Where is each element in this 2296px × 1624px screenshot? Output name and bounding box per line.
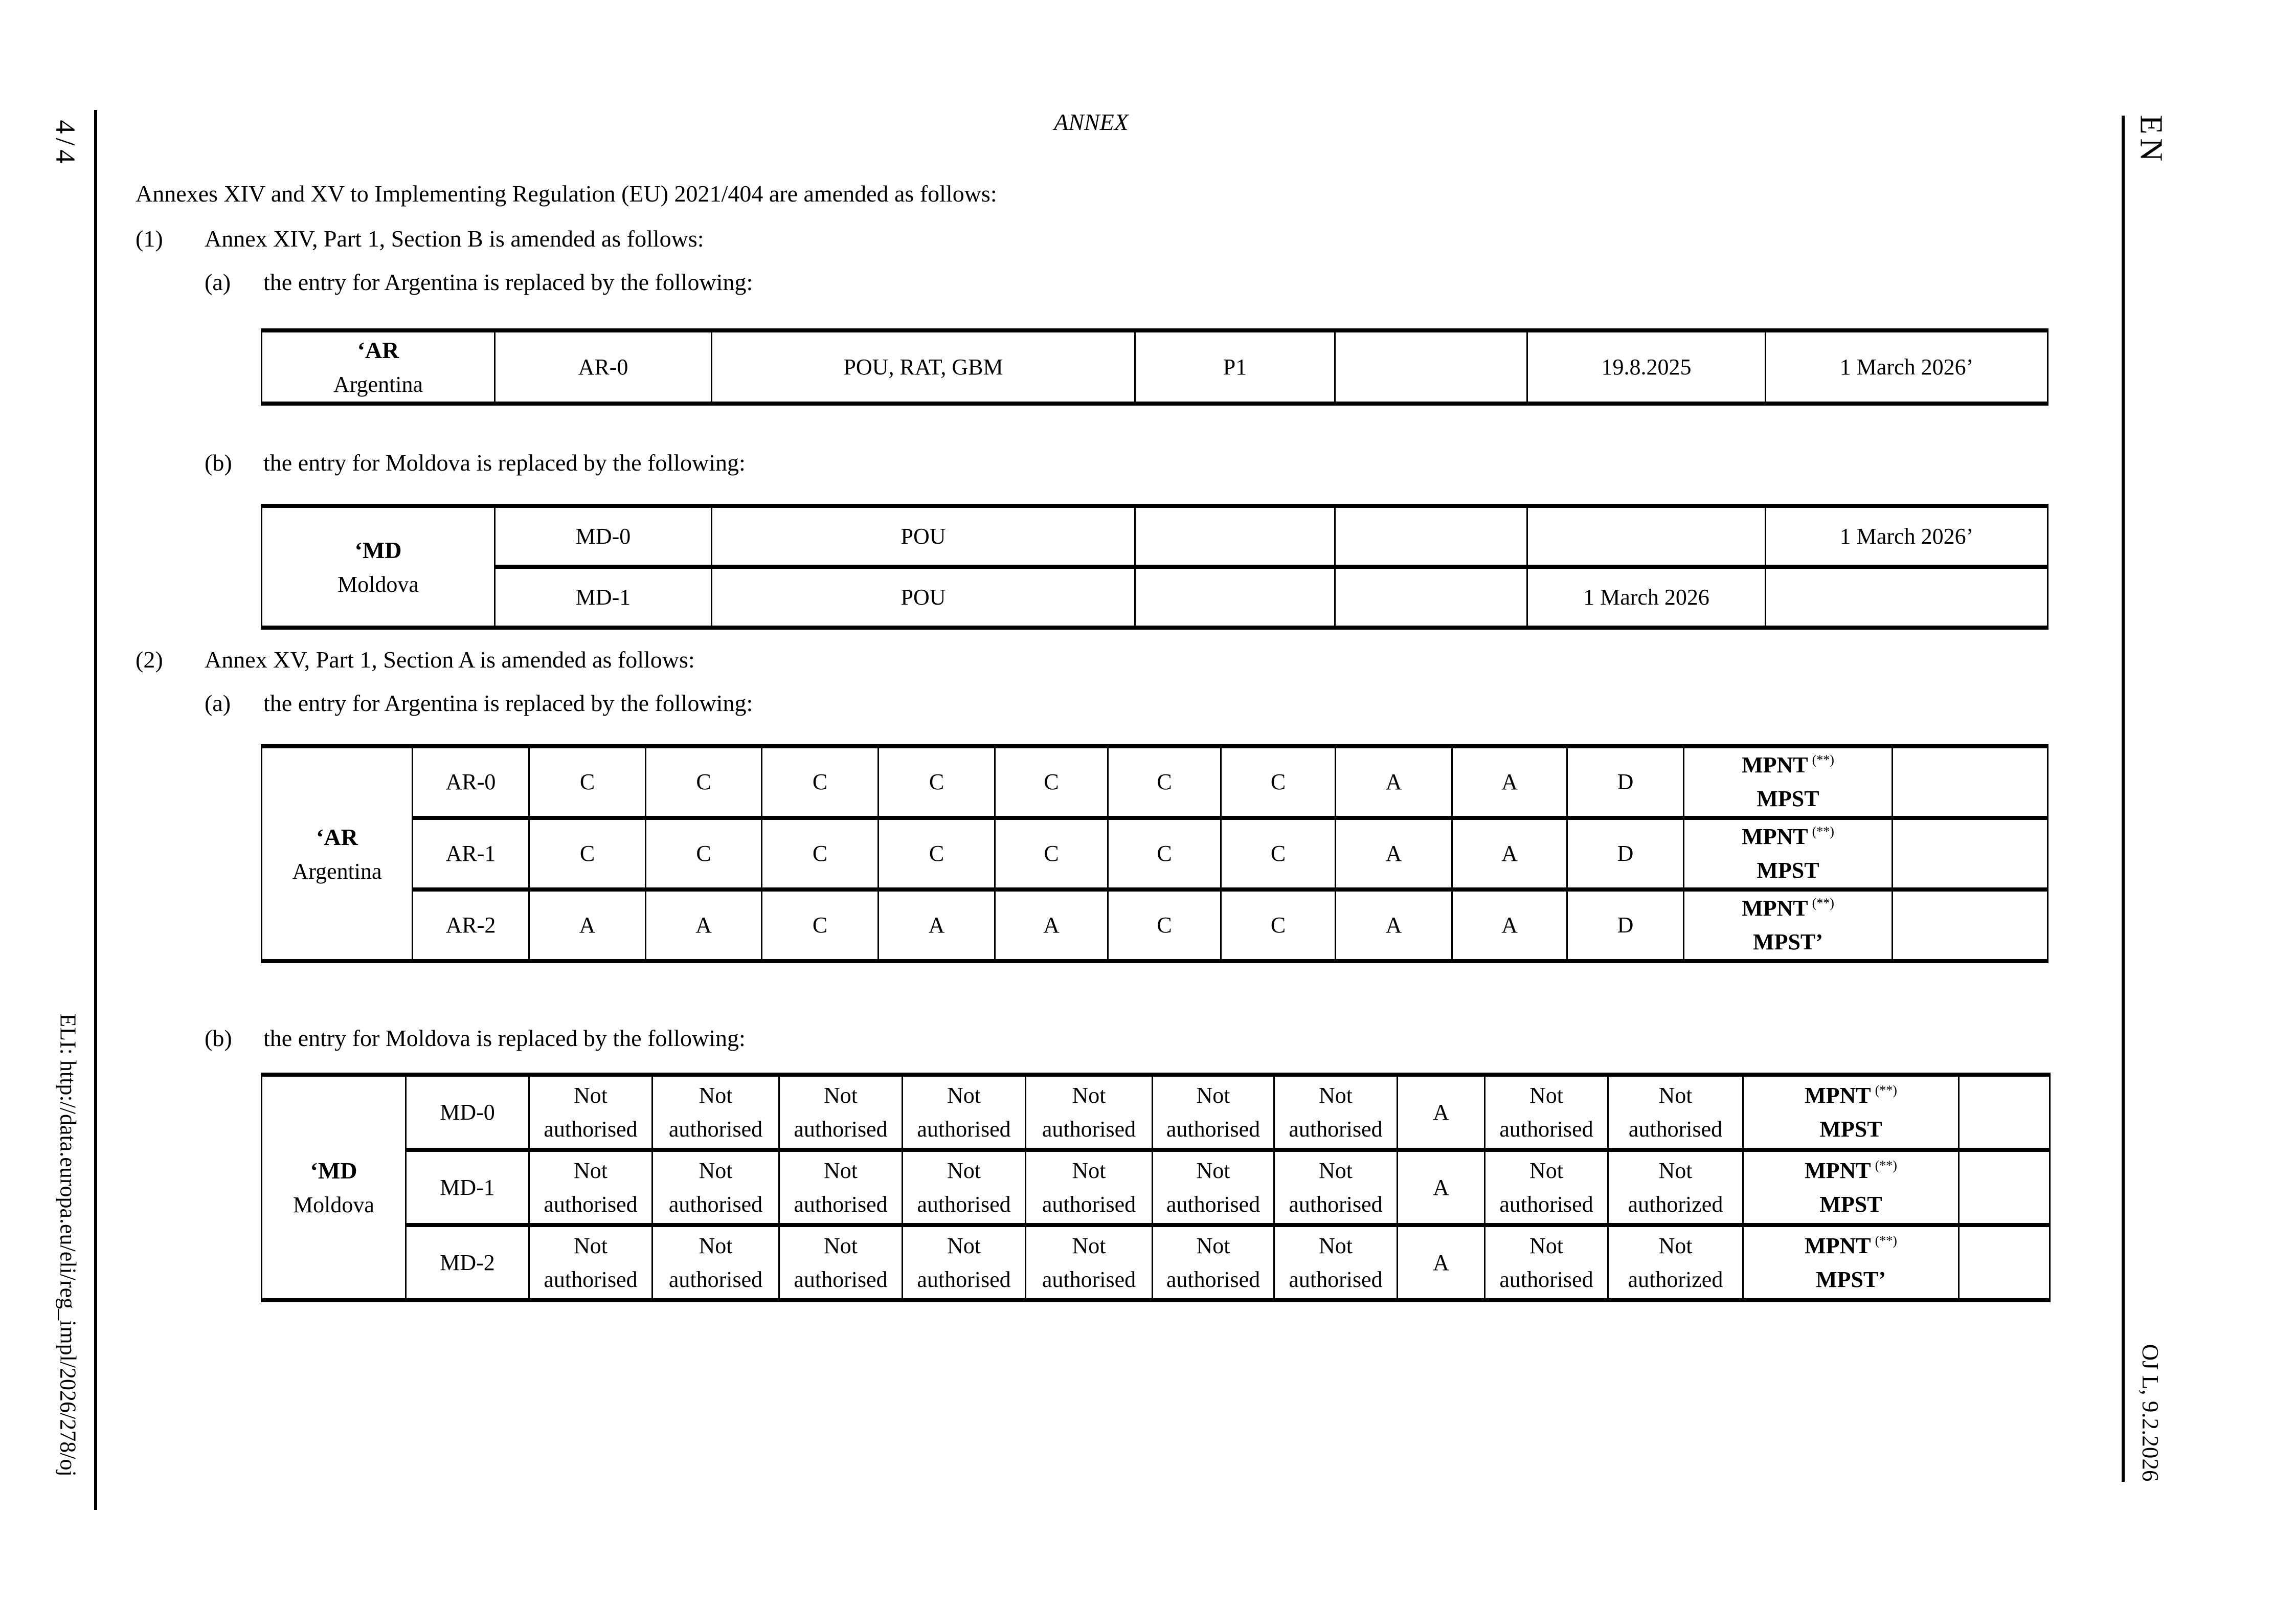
country-name: Moldova xyxy=(337,571,419,597)
table-cell: C xyxy=(995,746,1108,818)
table-cell: C xyxy=(762,889,879,961)
table-cell: Not authorised xyxy=(1485,1225,1608,1300)
list-letter: (a) xyxy=(205,690,231,716)
table-cell: C xyxy=(1108,746,1221,818)
country-code: ‘MD xyxy=(310,1158,357,1184)
table-cell: C xyxy=(995,818,1108,889)
table-cell: 1 March 2026 xyxy=(1527,567,1766,628)
table-row xyxy=(262,1150,2050,1225)
table-cell xyxy=(1766,567,2048,628)
table-cell xyxy=(1893,889,2048,961)
table-cell: Not authorised xyxy=(1153,1225,1274,1300)
table-cell xyxy=(1527,506,1766,567)
table-cell: MD-1 xyxy=(406,1150,529,1225)
table-cell: A xyxy=(1336,818,1452,889)
mpnt-mpst-cell: MPNT (**) MPST xyxy=(1743,1075,1959,1150)
table-cell: AR-0 xyxy=(413,746,529,818)
mpnt-mpst-cell: MPNT (**) MPST xyxy=(1743,1150,1959,1225)
eli-reference: ELI: http://data.europa.eu/eli/reg_impl/2026/278/oj xyxy=(55,1013,81,1477)
table-cell: C xyxy=(1221,746,1336,818)
footnote-marker: (**) xyxy=(1812,896,1834,911)
table-xv-argentina xyxy=(261,744,2049,963)
table-cell: Not authorised xyxy=(1026,1225,1153,1300)
table-cell xyxy=(1335,506,1527,567)
footnote-marker: (**) xyxy=(1812,752,1834,768)
list-text: Annex XIV, Part 1, Section B is amended as follows: xyxy=(205,226,704,252)
language-code: EN xyxy=(2133,115,2169,166)
table-row xyxy=(262,506,2048,567)
table-cell: A xyxy=(529,889,646,961)
list-text: the entry for Moldova is replaced by the following: xyxy=(263,450,746,476)
table-cell xyxy=(1135,506,1335,567)
table-cell: Not authorised xyxy=(1485,1075,1608,1150)
table-cell: AR-0 xyxy=(495,330,712,404)
left-margin-rule xyxy=(94,110,97,1510)
table-cell: A xyxy=(1336,889,1452,961)
footnote-marker: (**) xyxy=(1875,1233,1897,1248)
table-cell: Not authorised xyxy=(652,1225,779,1300)
table-cell: Not authorized xyxy=(1608,1225,1743,1300)
table-cell: C xyxy=(762,818,879,889)
table-cell xyxy=(1893,746,2048,818)
list-text: the entry for Moldova is replaced by the following: xyxy=(263,1025,746,1051)
table-cell xyxy=(1893,818,2048,889)
table-xv-moldova xyxy=(261,1073,2051,1302)
table-cell: A xyxy=(1452,746,1567,818)
table-cell: 1 March 2026’ xyxy=(1766,506,2048,567)
table-row xyxy=(262,818,2048,889)
table-cell: Not authorised xyxy=(903,1075,1026,1150)
table-cell: C xyxy=(1221,889,1336,961)
country-code: ‘MD xyxy=(354,537,402,563)
table-cell: A xyxy=(1452,889,1567,961)
country-cell xyxy=(262,506,495,628)
list-text: the entry for Argentina is replaced by the following: xyxy=(263,269,753,295)
country-name: Moldova xyxy=(293,1192,374,1217)
table-cell: Not authorised xyxy=(903,1150,1026,1225)
table-row xyxy=(262,567,2048,628)
table-cell: MD-2 xyxy=(406,1225,529,1300)
table-cell: POU xyxy=(712,506,1135,567)
table-cell: A xyxy=(1336,746,1452,818)
table-cell xyxy=(1959,1225,2050,1300)
table-cell: C xyxy=(529,746,646,818)
annex-title: ANNEX xyxy=(1054,109,1129,135)
right-margin-rule xyxy=(2122,116,2125,1482)
table-xiv-argentina xyxy=(261,328,2049,406)
table-cell: C xyxy=(646,818,762,889)
table-cell: D xyxy=(1567,746,1684,818)
table-cell: Not authorised xyxy=(1153,1075,1274,1150)
table-cell xyxy=(1335,567,1527,628)
country-cell xyxy=(262,746,413,961)
country-name: Argentina xyxy=(333,372,423,397)
table-cell: C xyxy=(1221,818,1336,889)
table-cell: C xyxy=(762,746,879,818)
mpnt-mpst-cell: MPNT (**) MPST’ xyxy=(1743,1225,1959,1300)
footnote-marker: (**) xyxy=(1875,1082,1897,1098)
table-cell: Not authorised xyxy=(529,1075,652,1150)
table-cell: A xyxy=(1398,1150,1485,1225)
country-code: ‘AR xyxy=(357,337,399,363)
table-cell: 19.8.2025 xyxy=(1527,330,1766,404)
table-cell xyxy=(1959,1150,2050,1225)
intro-paragraph: Annexes XIV and XV to Implementing Regulation (EU) 2021/404 are amended as follows: xyxy=(136,181,997,207)
table-cell: 1 March 2026’ xyxy=(1766,330,2048,404)
table-cell: A xyxy=(1398,1075,1485,1150)
table-cell: P1 xyxy=(1135,330,1335,404)
list-number: (1) xyxy=(136,226,163,252)
table-cell: A xyxy=(995,889,1108,961)
table-cell: POU xyxy=(712,567,1135,628)
table-cell: Not authorised xyxy=(1026,1150,1153,1225)
page-number: 4/4 xyxy=(50,120,81,168)
table-cell: Not authorised xyxy=(1274,1150,1398,1225)
table-cell: Not authorised xyxy=(903,1225,1026,1300)
table-cell: A xyxy=(1398,1225,1485,1300)
table-cell: Not authorised xyxy=(779,1225,903,1300)
table-cell: Not authorised xyxy=(1026,1075,1153,1150)
mpnt-mpst-cell: MPNT (**) MPST’ xyxy=(1684,889,1893,961)
table-cell: Not authorized xyxy=(1608,1150,1743,1225)
table-cell: A xyxy=(879,889,995,961)
table-cell: Not authorised xyxy=(652,1075,779,1150)
mpnt-mpst-cell: MPNT (**) MPST xyxy=(1684,746,1893,818)
mpnt-mpst-cell: MPNT (**) MPST xyxy=(1684,818,1893,889)
list-text: the entry for Argentina is replaced by the following: xyxy=(263,690,753,716)
table-row xyxy=(262,889,2048,961)
footnote-marker: (**) xyxy=(1875,1158,1897,1173)
table-cell: Not authorised xyxy=(1274,1225,1398,1300)
footnote-marker: (**) xyxy=(1812,824,1834,839)
oj-reference: OJ L, 9.2.2026 xyxy=(2137,1344,2163,1482)
table-cell: C xyxy=(1108,889,1221,961)
table-row xyxy=(262,330,2048,404)
list-letter: (b) xyxy=(205,1025,232,1051)
table-cell: Not authorised xyxy=(779,1150,903,1225)
table-cell xyxy=(1135,567,1335,628)
table-row xyxy=(262,746,2048,818)
table-cell: AR-2 xyxy=(413,889,529,961)
table-cell: Not authorised xyxy=(529,1150,652,1225)
table-cell: C xyxy=(879,818,995,889)
list-number: (2) xyxy=(136,647,163,673)
table-cell: C xyxy=(879,746,995,818)
country-name: Argentina xyxy=(292,858,382,884)
table-cell: MD-0 xyxy=(406,1075,529,1150)
table-xiv-moldova xyxy=(261,504,2049,630)
list-text: Annex XV, Part 1, Section A is amended as follows: xyxy=(205,647,695,673)
table-cell: Not authorised xyxy=(1153,1150,1274,1225)
table-cell: MD-1 xyxy=(495,567,712,628)
table-row xyxy=(262,1075,2050,1150)
table-cell: Not authorised xyxy=(1608,1075,1743,1150)
country-code: ‘AR xyxy=(316,824,358,850)
country-cell xyxy=(262,1075,406,1300)
table-cell: A xyxy=(1452,818,1567,889)
table-cell xyxy=(1335,330,1527,404)
list-letter: (b) xyxy=(205,450,232,476)
table-cell: Not authorised xyxy=(652,1150,779,1225)
list-letter: (a) xyxy=(205,269,231,295)
table-cell: A xyxy=(646,889,762,961)
table-cell: MD-0 xyxy=(495,506,712,567)
table-cell: Not authorised xyxy=(529,1225,652,1300)
table-cell: AR-1 xyxy=(413,818,529,889)
table-cell: Not authorised xyxy=(1485,1150,1608,1225)
table-cell: C xyxy=(646,746,762,818)
table-row xyxy=(262,1225,2050,1300)
table-cell: D xyxy=(1567,818,1684,889)
table-cell: C xyxy=(1108,818,1221,889)
table-cell: Not authorised xyxy=(779,1075,903,1150)
country-cell xyxy=(262,330,495,404)
table-cell xyxy=(1959,1075,2050,1150)
table-cell: Not authorised xyxy=(1274,1075,1398,1150)
table-cell: C xyxy=(529,818,646,889)
table-cell: D xyxy=(1567,889,1684,961)
table-cell: POU, RAT, GBM xyxy=(712,330,1135,404)
